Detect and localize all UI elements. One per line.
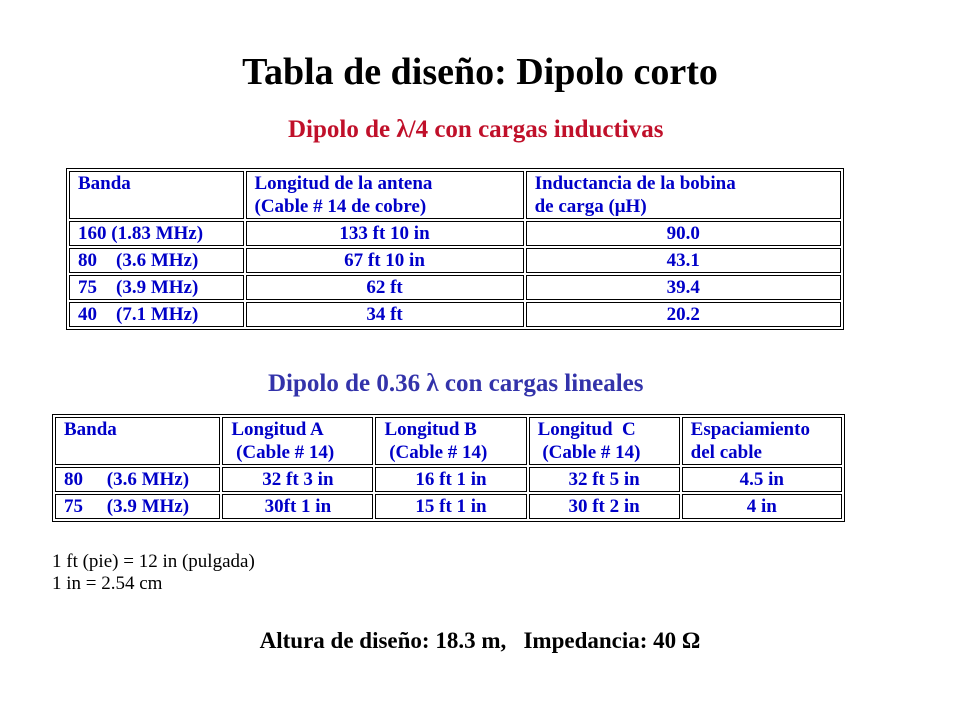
inductance-cell: 43.1: [526, 248, 841, 273]
band-cell: 160 (1.83 MHz): [69, 221, 244, 246]
length-b-cell: 16 ft 1 in: [375, 467, 526, 492]
spacing-cell: 4.5 in: [682, 467, 842, 492]
table-row: [69, 302, 841, 327]
note-line: 1 in = 2.54 cm: [52, 573, 163, 594]
antenna-length-cell: 34 ft: [246, 302, 524, 327]
band-cell: 75 (3.9 MHz): [69, 275, 244, 300]
band-cell: 75 (3.9 MHz): [55, 494, 220, 519]
antenna-length-cell: 67 ft 10 in: [246, 248, 524, 273]
antenna-length-cell: 62 ft: [246, 275, 524, 300]
header-cell: Banda: [55, 417, 220, 465]
inductance-cell: 20.2: [526, 302, 841, 327]
header-cell: Longitud de la antena (Cable # 14 de cobre): [246, 171, 524, 219]
length-a-cell: 32 ft 3 in: [222, 467, 373, 492]
table-row: [69, 275, 841, 300]
table1-caption: Dipolo de λ/4 con cargas inductivas: [288, 116, 664, 143]
header-cell: Longitud C (Cable # 14): [529, 417, 680, 465]
table-header-row: [55, 417, 842, 465]
table-header-row: [69, 171, 841, 219]
design-summary: Altura de diseño: 18.3 m, Impedancia: 40 Ω: [259, 628, 701, 653]
note-line: 1 ft (pie) = 12 in (pulgada): [52, 551, 255, 572]
length-a-cell: 30ft 1 in: [222, 494, 373, 519]
header-cell: Espaciamiento del cable: [682, 417, 842, 465]
header-cell: Banda: [69, 171, 244, 219]
length-b-cell: 15 ft 1 in: [375, 494, 526, 519]
unit-notes: [52, 551, 255, 595]
header-cell: Longitud B (Cable # 14): [375, 417, 526, 465]
page-title: Tabla de diseño: Dipolo corto: [242, 51, 718, 93]
table2-caption: Dipolo de 0.36 λ con cargas lineales: [268, 370, 644, 397]
band-cell: 80 (3.6 MHz): [55, 467, 220, 492]
table-row: [55, 467, 842, 492]
length-c-cell: 30 ft 2 in: [529, 494, 680, 519]
table-row: [55, 494, 842, 519]
inductance-cell: 39.4: [526, 275, 841, 300]
header-cell: Inductancia de la bobina de carga (μH): [526, 171, 841, 219]
band-cell: 80 (3.6 MHz): [69, 248, 244, 273]
inductance-cell: 90.0: [526, 221, 841, 246]
spacing-cell: 4 in: [682, 494, 842, 519]
band-cell: 40 (7.1 MHz): [69, 302, 244, 327]
linear-loads-table: [52, 414, 845, 522]
antenna-length-cell: 133 ft 10 in: [246, 221, 524, 246]
length-c-cell: 32 ft 5 in: [529, 467, 680, 492]
header-cell: Longitud A (Cable # 14): [222, 417, 373, 465]
inductive-loads-table: [66, 168, 844, 330]
table-row: [69, 248, 841, 273]
table-row: [69, 221, 841, 246]
